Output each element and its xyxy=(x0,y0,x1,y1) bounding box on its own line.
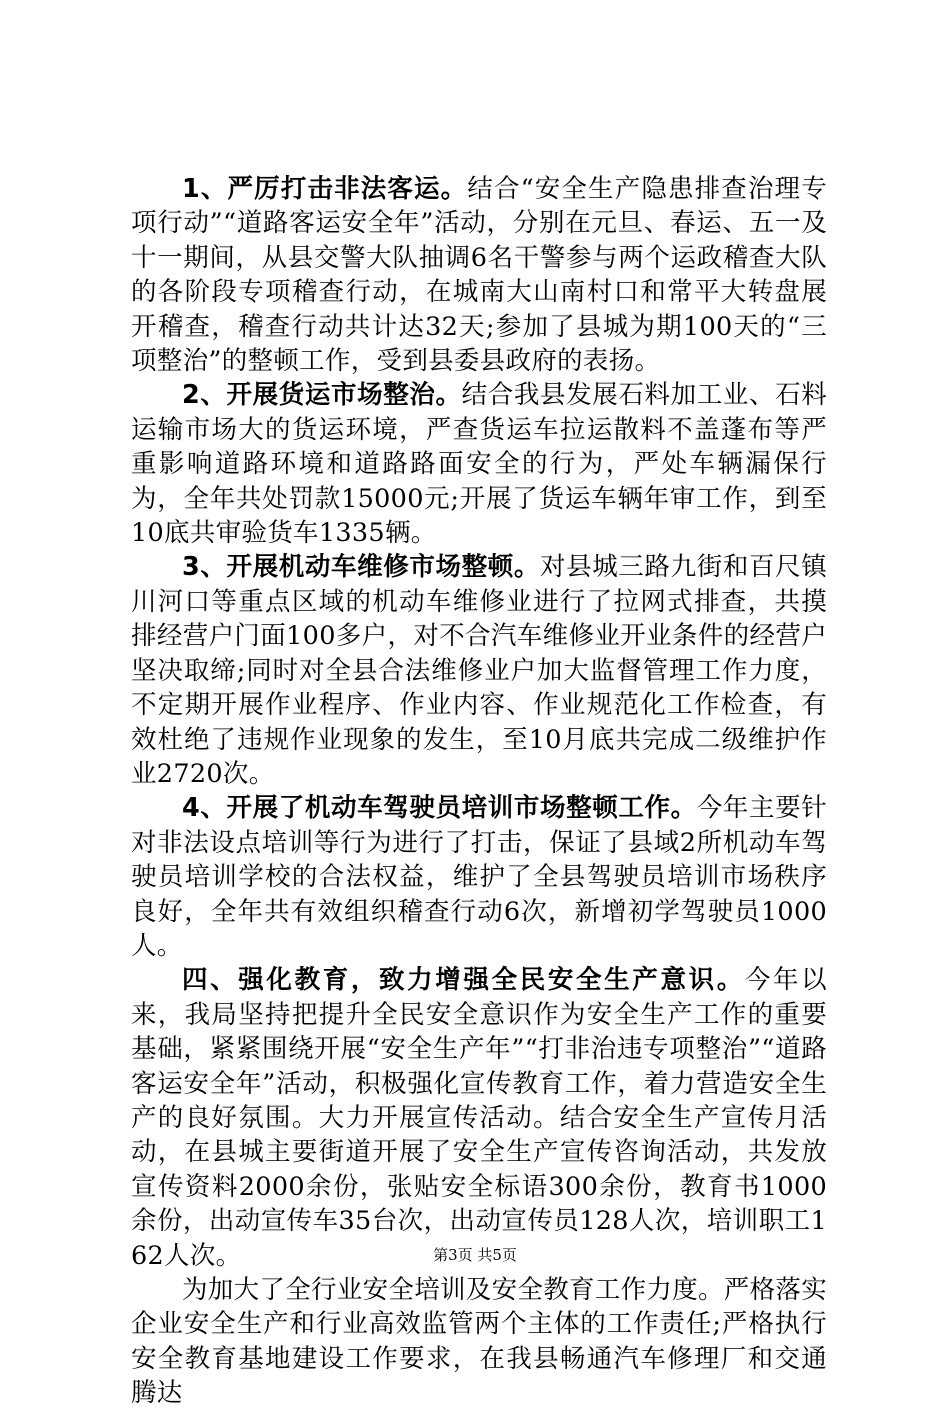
paragraph-heading: 4、开展了机动车驾驶员培训市场整顿工作。 xyxy=(182,793,697,824)
paragraph-safety-training xyxy=(131,1273,827,1411)
paragraph-text: 结合我县发展石料加工业、石料运输市场大的货运环境，严查货运车拉运散料不盖蓬布等严重影响道路环境和道路路面安全的行为，严处车辆漏保行为，全年共处罚款15000元;开展了货运车辆年审工作，到至10底共审验货车1335辆。 xyxy=(131,380,828,549)
paragraph-text: 为加大了全行业安全培训及安全教育工作力度。严格落实企业安全生产和行业高效监管两个主体的工作责任;严格执行安全教育基地建设工作要求，在我县畅通汽车修理厂和交通腾达 xyxy=(131,1275,828,1409)
page-number-footer: 第3页 共5页 xyxy=(433,1246,517,1264)
paragraph-illegal-passenger-transport xyxy=(131,172,827,378)
document-body xyxy=(131,172,827,1411)
paragraph-safety-education xyxy=(131,963,827,1273)
paragraph-freight-market xyxy=(131,378,827,550)
paragraph-text: 今年以来，我局坚持把提升全民安全意识作为安全生产工作的重要基础，紧紧围绕开展“安全生产年”“打非治违专项整治”“道路客运安全年”活动，积极强化宣传教育工作，着力营造安全生产的良好氛围。大力开展宣传活动。结合安全生产宣传月活动，在县城主要街道开展了安全生产宣传咨询活动，共发放宣传资料2000余份，张贴安全标语300余份，教育书1000余份，出动宣传车35台次，出动宣传员128人次，培训职工162人次。 xyxy=(131,965,827,1271)
paragraph-text: 对县城三路九街和百尺镇川河口等重点区域的机动车维修业进行了拉网式排查，共摸排经营户门面100多户，对不合汽车维修业开业条件的经营户坚决取缔;同时对全县合法维修业户加大监督管理工作力度，不定期开展作业程序、作业内容、作业规范化工作检查，有效杜绝了违规作业现象的发生，至10月底共完成二级维护作业2720次。 xyxy=(131,552,827,789)
paragraph-heading: 2、开展货运市场整治。 xyxy=(182,380,462,411)
paragraph-heading: 1、严厉打击非法客运。 xyxy=(182,174,468,204)
paragraph-driver-training xyxy=(131,791,827,963)
paragraph-heading: 四、强化教育，致力增强全民安全生产意识。 xyxy=(182,965,745,996)
paragraph-repair-market xyxy=(131,550,827,791)
paragraph-text: 今年主要针对非法设点培训等行为进行了打击，保证了县域2所机动车驾驶员培训学校的合法权益，维护了全县驾驶员培训市场秩序良好，全年共有效组织稽查行动6次，新增初学驾驶员1000人。 xyxy=(131,793,827,961)
paragraph-heading: 3、开展机动车维修市场整顿。 xyxy=(182,552,540,583)
paragraph-text: 结合“安全生产隐患排查治理专项行动”“道路客运安全年”活动，分别在元旦、春运、五一及十一期间，从县交警大队抽调6名干警参与两个运政稽查大队的各阶段专项稽查行动，在城南大山南村口和常平大转盘展开稽查，稽查行动共计达32天;参加了县城为期100天的“三项整治”的整顿工作，受到县委县政府的表扬。 xyxy=(131,174,827,377)
